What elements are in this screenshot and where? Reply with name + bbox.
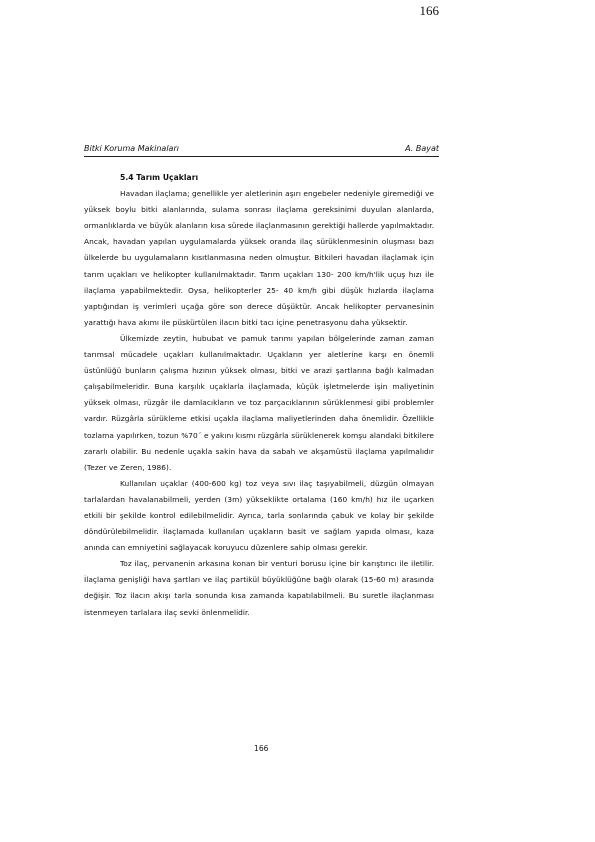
paragraph-1: Havadan ilaçlama; genellikle yer aletlerinin aşırı engebeler nedeniyle giremediği ve yüksek boylu bitki alanlarında, sulama sonrası ilaçlama gereksinimi duyulan alanlarda, ormanlıklarda ve büyük alanların kısa sürede ilaçlanmasının gerektiği hallerde yapılmaktadır. Ancak, havadan yapılan uygulamalarda yüksek oranda ilaç sürüklenmesinin oluşması bazı ülkelerde bu uygulamaların kısıtlanmasına neden olmuştur. Bitkileri havadan ilaçlamak için tarım uçakları ve helikopter kullanılmaktadır. Tarım uçakları 130- 200 km/h'lik uçuş hızı ile ilaçlama yapabilmektedir. Oysa, helikopterler 25- 40 km/h gibi düşük hızlarda ilaçlama yaptığından iş verimleri uçağa göre son derece düşüktür. Ancak helikopter pervanesinin yarattığı hava akımı ile püskürtülen ilacın bitki tacı içine penetrasyonu daha yüksektir. <box>84 189 434 327</box>
running-header <box>84 142 439 157</box>
paragraph-4: Toz ilaç, pervanenin arkasına konan bir venturi borusu içine bir karıştırıcı ile iletilir. İlaçlama genişliği hava şartları ve ilaç partikül büyüklüğüne bağlı olarak (15-60 m) arasında değişir. Toz ilacın akışı tarla sonunda kısa zamanda kapatılabilmeli. Bu suretle ilaçlanması istenmeyen tarlalara ilaç sevki önlenmelidir. <box>84 559 434 617</box>
page-body <box>84 170 434 621</box>
bottom-page-number: 166 <box>254 744 269 753</box>
top-page-number: 166 <box>419 3 439 18</box>
paragraph-2: Ülkemizde zeytin, hububat ve pamuk tarımı yapılan bölgelerinde zaman zaman tarımsal mücadele uçakları kullanılmaktadır. Uçakların yer aletlerine karşı en önemli üstünlüğü bunların çalışma hızının yüksek olması, bitki ve arazi şartlarına bağlı kalmadan çalışabilmeleridir. Buna karşılık uçaklarla ilaçlamada, küçük işletmelerde işin maliyetinin yüksek olması, rüzgâr ile damlacıkların ve toz parçacıklarının sürüklenmesi gibi problemler vardır. Rüzgârla sürükleme etkisi uçakla ilaçlama maliyetlerinden daha önemlidir. Özellikle tozlama yapılırken, tozun %70´ e yakını kısmı rüzgârla sürüklenerek komşu alandaki bitkilere zararlı olabilir. Bu nedenle uçakla sakin hava da sabah ve akşamüstü ilaçlama yapılmalıdır (Tezer ve Zeren, 1986). <box>84 333 434 472</box>
paragraph-3: Kullanılan uçaklar (400-600 kg) toz veya sıvı ilaç taşıyabilmeli, düzgün olmayan tarlalardan havalanabilmeli, yerden (3m) yükseklikte ortalama (160 km/h) hız ile uçarken etkili bir şekilde kontrol edilebilmelidir. Ayrıca, tarla sonlarında çabuk ve kolay bir şekilde döndürülebilmelidir. İlaçlamada kullanılan uçakların basit ve sağlam yapıda olması, kaza anında can emniyetini sağlayacak koruyucu düzenlere sahip olması gerekir. <box>84 478 434 553</box>
header-book-title: Bitki Koruma Makinaları <box>84 144 179 153</box>
header-author: A. Bayat <box>405 144 439 153</box>
section-title: 5.4 Tarım Uçakları <box>120 173 199 182</box>
